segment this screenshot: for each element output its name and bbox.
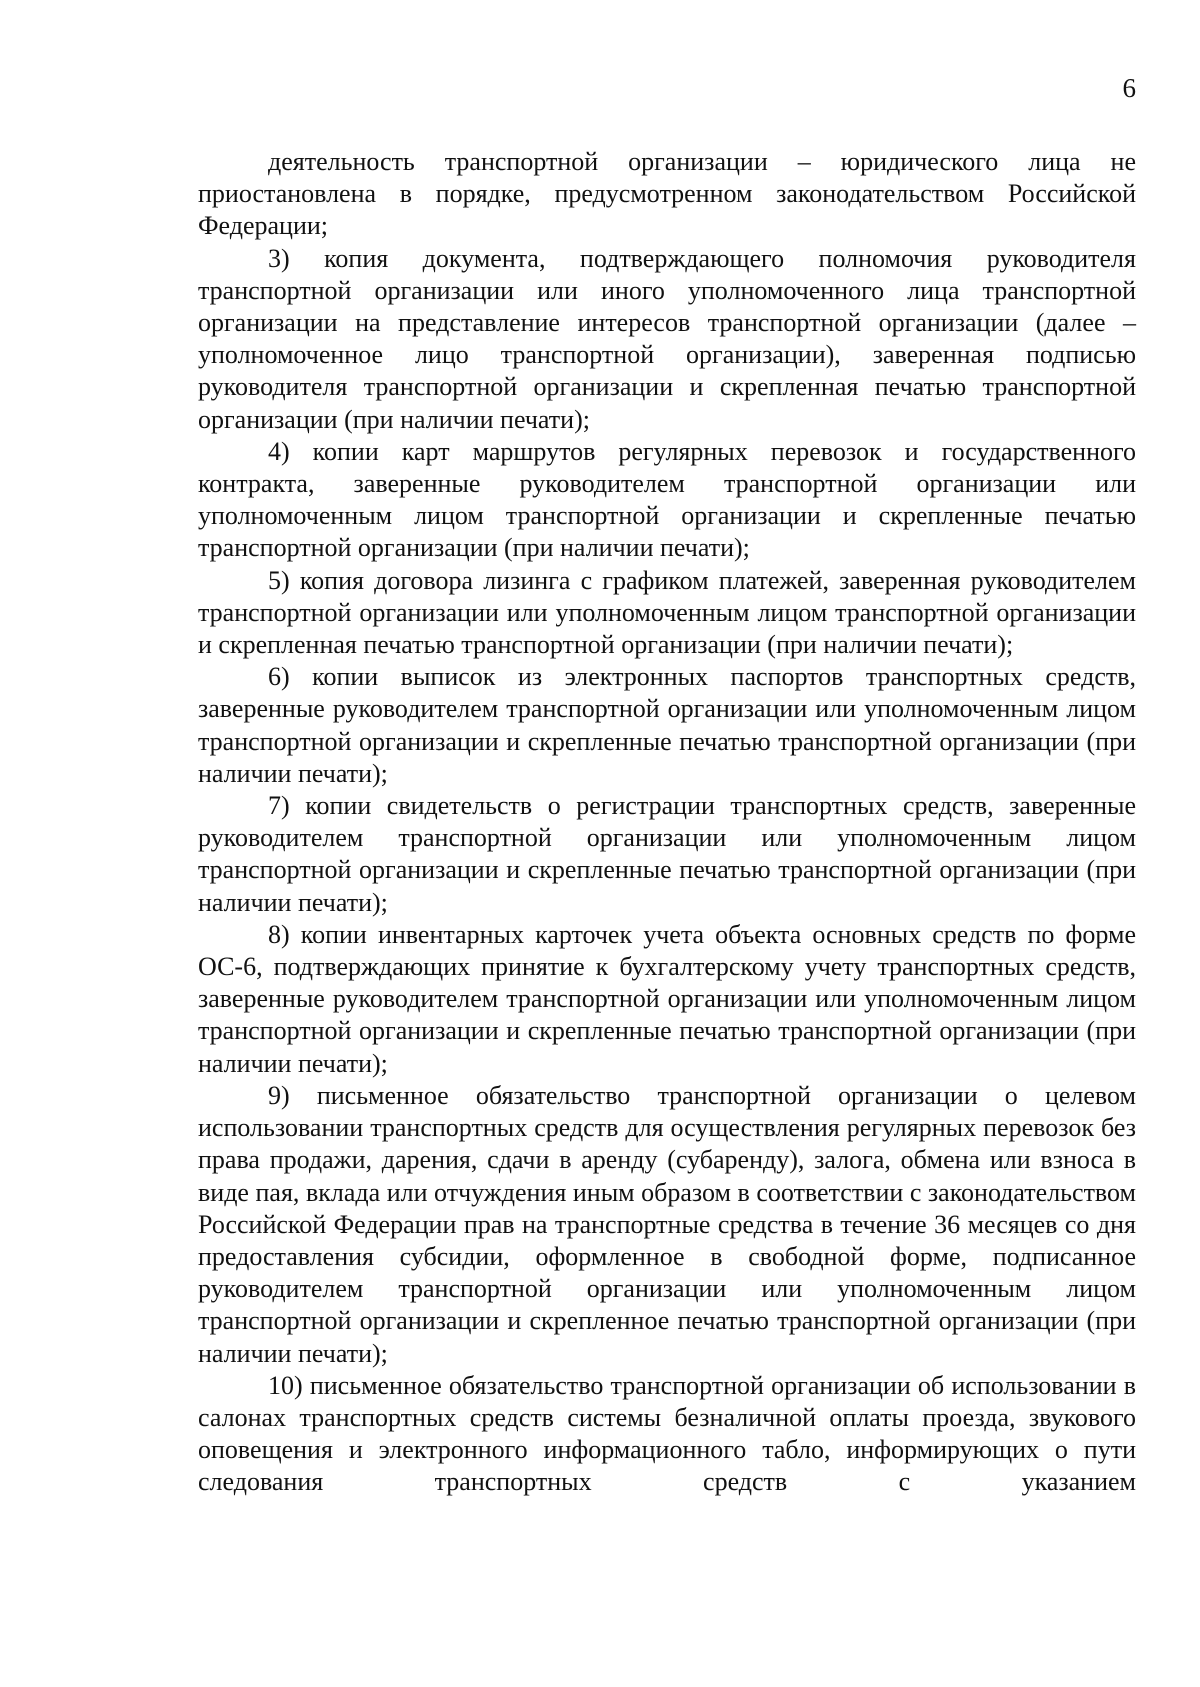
paragraph-continuation: деятельность транспортной организации – юридического лица не приостановлена в порядке, предусмотренном законодательством Российской Федерации; [198, 147, 1136, 241]
paragraph-item-10: 10) письменное обязательство транспортной организации об использовании в салонах транспортных средств системы безналичной оплаты проезда, звукового оповещения и электронного информационного табло, информирующих о пути следования транспортных средств с указанием [198, 1370, 1136, 1497]
paragraph-item-8: 8) копии инвентарных карточек учета объекта основных средств по форме ОС-6, подтверждающих принятие к бухгалтерскому учету транспортных средств, заверенные руководителем транспортной организации или уполномоченным лицом транспортной организации и скрепленные печатью транспортной организации (при наличии печати); [198, 919, 1136, 1078]
paragraph-item-6: 6) копии выписок из электронных паспортов транспортных средств, заверенные руководителем транспортной организации или уполномоченным лицом транспортной организации и скрепленные печатью транспортной организации (при наличии печати); [198, 662, 1136, 788]
paragraph-item-7: 7) копии свидетельств о регистрации транспортных средств, заверенные руководителем транспортной организации или уполномоченным лицом транспортной организации и скрепленные печатью транспортной организации (при наличии печати); [198, 791, 1136, 917]
document-body [198, 146, 1136, 1499]
page-number: 6 [1122, 73, 1136, 103]
paragraph-item-9: 9) письменное обязательство транспортной организации о целевом использовании транспортных средств для осуществления регулярных перевозок без права продажи, дарения, сдачи в аренду (субаренду), залога, обмена или взноса в виде пая, вклада или отчуждения иным образом в соответствии с законодательством Российской Федерации прав на транспортные средства в течение 36 месяцев со дня предоставления субсидии, оформленное в свободной форме, подписанное руководителем транспортной организации или уполномоченным лицом транспортной организации и скрепленное печатью транспортной организации (при наличии печати); [198, 1080, 1136, 1368]
paragraph-item-5: 5) копия договора лизинга с графиком платежей, заверенная руководителем транспортной организации или уполномоченным лицом транспортной организации и скрепленная печатью транспортной организации (при наличии печати); [198, 565, 1136, 660]
paragraph-item-4: 4) копии карт маршрутов регулярных перевозок и государственного контракта, заверенные руководителем транспортной организации или уполномоченным лицом транспортной организации и скрепленные печатью транспортной организации (при наличии печати); [198, 436, 1136, 563]
paragraph-item-3: 3) копия документа, подтверждающего полномочия руководителя транспортной организации или иного уполномоченного лица транспортной организации на представление интересов транспортной организации (далее – уполномоченное лицо транспортной организации), заверенная подписью руководителя транспортной организации и скрепленная печатью транспортной организации (при наличии печати); [198, 243, 1136, 434]
